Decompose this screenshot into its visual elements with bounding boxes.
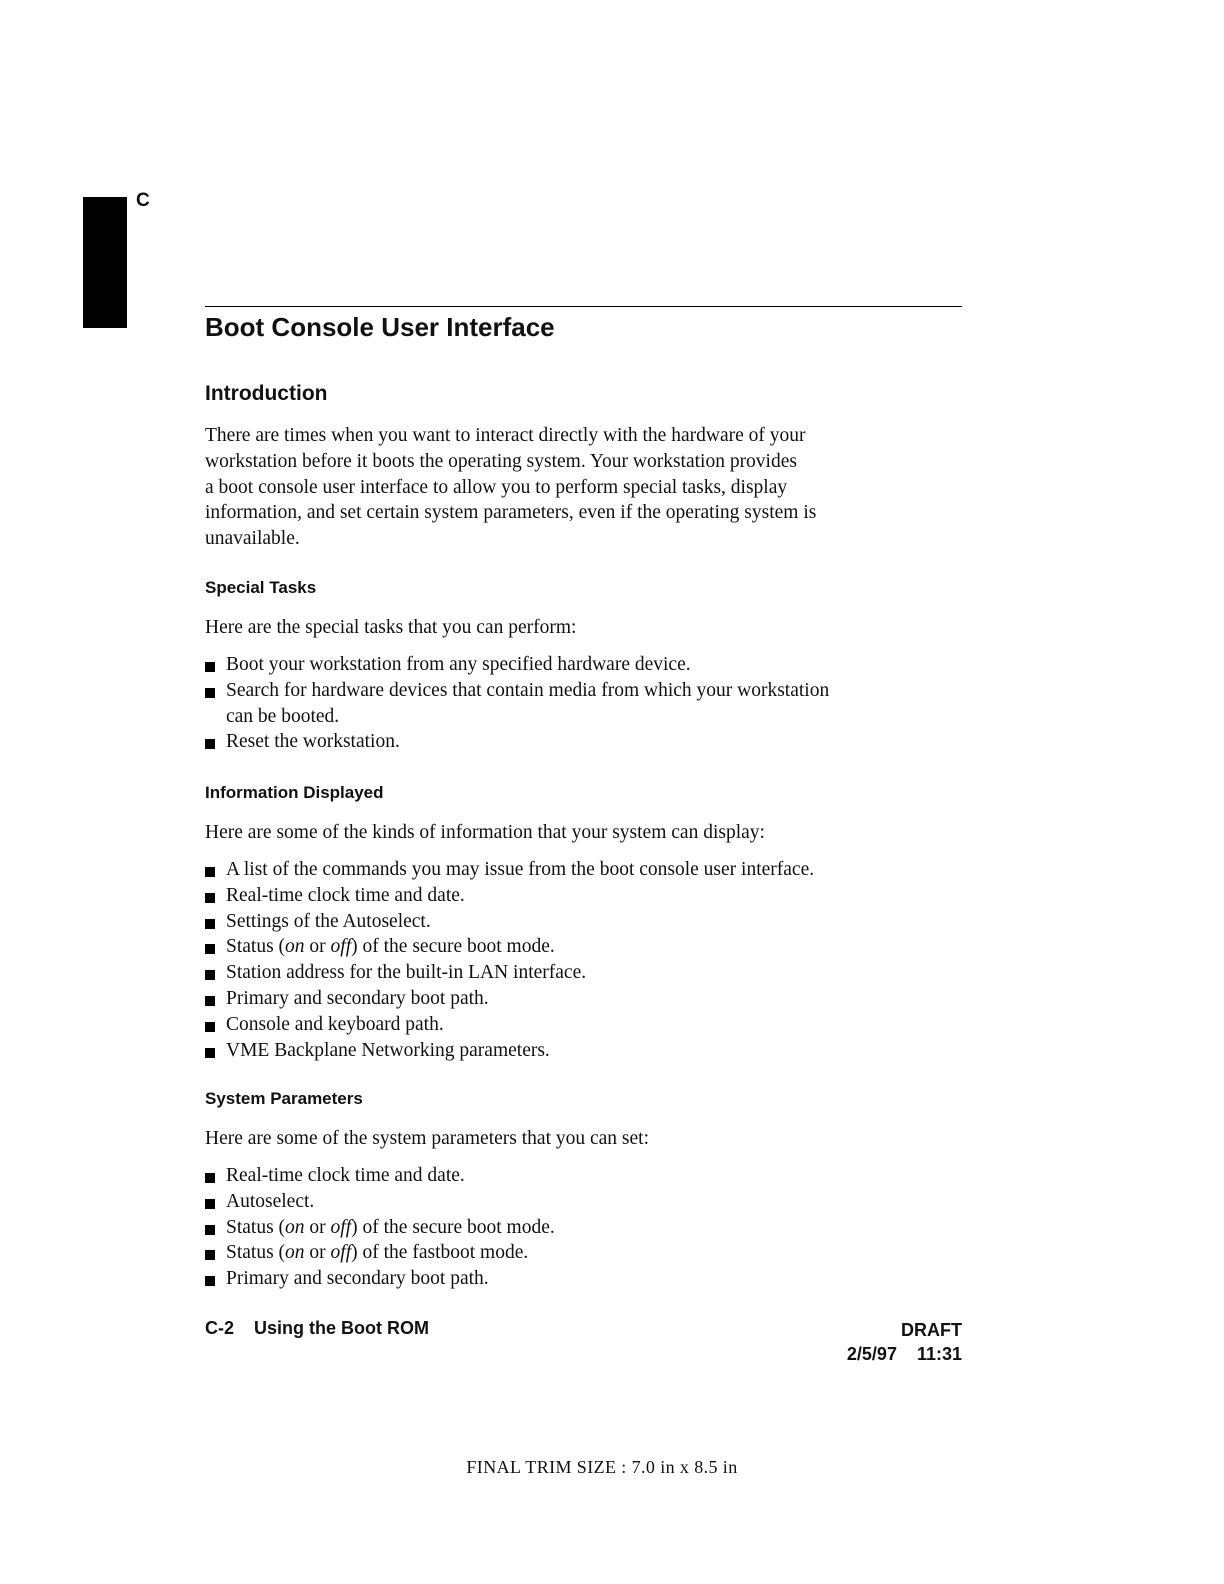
chapter-title: Boot Console User Interface xyxy=(205,312,555,342)
intro-line: workstation before it boots the operating system. Your workstation provides xyxy=(205,450,797,472)
on-term: on xyxy=(285,1242,305,1264)
draft-date: 2/5/97 xyxy=(846,1344,897,1364)
draft-time: 11:31 xyxy=(916,1344,962,1364)
intro-paragraph xyxy=(205,423,965,552)
off-term: off xyxy=(330,936,352,958)
on-term: on xyxy=(285,936,305,958)
system-parameters-lead: Here are some of the system parameters that you can set: xyxy=(205,1128,649,1149)
information-displayed-lead: Here are some of the kinds of information that your system can display: xyxy=(205,822,765,843)
special-tasks-heading: Special Tasks xyxy=(205,578,317,597)
page-footer-right xyxy=(847,1318,962,1366)
page-number: C-2 xyxy=(205,1318,235,1338)
chapter-tab-letter: C xyxy=(136,190,150,211)
list-item: Autoselect. xyxy=(205,1189,965,1215)
intro-line: There are times when you want to interact directly with the hardware of your xyxy=(205,425,806,446)
chapter-tab-marker xyxy=(83,197,127,328)
list-item: Status (on or off) of the secure boot mode. xyxy=(205,934,965,960)
special-tasks-lead: Here are the special tasks that you can perform: xyxy=(205,617,577,638)
system-parameters-list xyxy=(205,1163,965,1292)
list-item: Reset the workstation. xyxy=(205,729,965,755)
system-parameters-heading: System Parameters xyxy=(205,1089,363,1108)
off-term: off xyxy=(330,1242,352,1264)
list-item: VME Backplane Networking parameters. xyxy=(205,1038,965,1064)
section-title: Introduction xyxy=(205,382,328,405)
list-item: Settings of the Autoselect. xyxy=(205,909,965,935)
list-item: Real-time clock time and date. xyxy=(205,1163,965,1189)
list-item: Primary and secondary boot path. xyxy=(205,1266,965,1292)
off-term: off xyxy=(330,1216,352,1238)
list-item: Station address for the built-in LAN interface. xyxy=(205,960,965,986)
special-tasks-list xyxy=(205,652,965,755)
list-item: A list of the commands you may issue from the boot console user interface. xyxy=(205,857,965,883)
trim-size-note: FINAL TRIM SIZE : 7.0 in x 8.5 in xyxy=(466,1457,738,1477)
information-displayed-heading: Information Displayed xyxy=(205,783,384,802)
draft-label: DRAFT xyxy=(901,1320,962,1340)
chapter-rule xyxy=(205,306,962,307)
running-title: Using the Boot ROM xyxy=(254,1318,429,1338)
information-displayed-list xyxy=(205,857,965,1063)
list-item: Console and keyboard path. xyxy=(205,1012,965,1038)
list-item: Boot your workstation from any specified hardware device. xyxy=(205,652,965,678)
page-footer-left xyxy=(205,1318,429,1339)
list-item: Primary and secondary boot path. xyxy=(205,986,965,1012)
list-item: Real-time clock time and date. xyxy=(205,883,965,909)
list-item: Status (on or off) of the fastboot mode. xyxy=(205,1240,965,1266)
list-item: Status (on or off) of the secure boot mode. xyxy=(205,1215,965,1241)
intro-line: a boot console user interface to allow you to perform special tasks, display xyxy=(205,476,788,498)
intro-line: unavailable. xyxy=(205,528,300,550)
on-term: on xyxy=(285,1216,305,1238)
intro-line: information, and set certain system parameters, even if the operating system is xyxy=(205,502,817,524)
list-item: Search for hardware devices that contain media from which your workstation can be booted. xyxy=(205,678,965,730)
